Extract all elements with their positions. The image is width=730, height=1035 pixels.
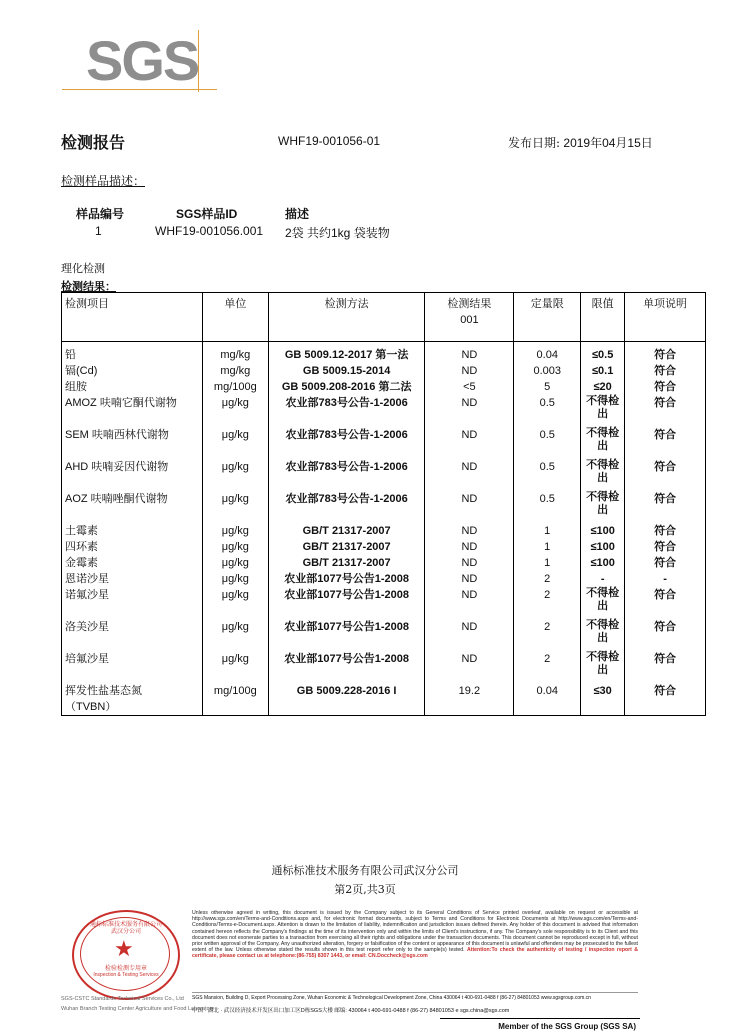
col-header-loq: 定量限 <box>514 293 581 342</box>
cell-unit: μg/kg <box>202 523 268 539</box>
cell-conclusion: 符合 <box>625 619 706 651</box>
cell-unit: mg/100g <box>202 683 268 716</box>
cell-item: AHD 呋喃妥因代谢物 <box>62 459 203 491</box>
cell-unit: μg/kg <box>202 427 268 459</box>
cell-method: GB/T 21317-2007 <box>268 555 425 571</box>
cell-result: ND <box>425 523 514 539</box>
cell-method: GB/T 21317-2007 <box>268 523 425 539</box>
cell-item: 四环素 <box>62 539 203 555</box>
sgs-logo <box>62 30 222 100</box>
sample-section-title: 检测样品描述： <box>61 174 146 188</box>
cell-limit: 不得检出 <box>581 459 625 491</box>
branch-en-2: Wuhan Branch Testing Center Agriculture and Food Laboratory <box>61 1006 215 1012</box>
cell-unit: mg/100g <box>202 379 268 395</box>
cell-conclusion: 符合 <box>625 555 706 571</box>
cell-unit: μg/kg <box>202 619 268 651</box>
footer-page: 第2页,共3页 <box>334 883 396 896</box>
cell-unit: mg/kg <box>202 342 268 364</box>
table-row <box>62 459 706 491</box>
company-stamp <box>72 910 180 1000</box>
table-row <box>62 587 706 619</box>
cell-limit: ≤30 <box>581 683 625 716</box>
cell-item: AMOZ 呋喃它酮代谢物 <box>62 395 203 427</box>
sample-no: 1 <box>95 224 102 238</box>
cell-loq: 1 <box>514 539 581 555</box>
table-row <box>62 571 706 587</box>
col-header-conclusion: 单项说明 <box>625 293 706 342</box>
table-header-row <box>62 293 706 342</box>
cell-conclusion: 符合 <box>625 342 706 364</box>
cell-conclusion: 符合 <box>625 379 706 395</box>
cell-loq: 1 <box>514 555 581 571</box>
cell-method: 农业部783号公告-1-2006 <box>268 395 425 427</box>
sample-id: WHF19-001056.001 <box>155 224 264 238</box>
cell-unit: μg/kg <box>202 539 268 555</box>
cell-loq: 2 <box>514 571 581 587</box>
cell-result: ND <box>425 363 514 379</box>
cell-result: ND <box>425 342 514 364</box>
col-header-method: 检测方法 <box>268 293 425 342</box>
table-row <box>62 555 706 571</box>
cell-loq: 0.5 <box>514 459 581 491</box>
stamp-sub: 检验检测专用章 <box>104 966 147 972</box>
report-number: WHF19-001056-01 <box>278 134 381 148</box>
member-text: Member of the SGS Group (SGS SA) <box>498 1022 636 1031</box>
cell-conclusion: 符合 <box>625 459 706 491</box>
cell-method: 农业部1077号公告1-2008 <box>268 571 425 587</box>
logo-text: SGS <box>86 29 199 92</box>
cell-limit: ≤100 <box>581 539 625 555</box>
cell-conclusion: 符合 <box>625 427 706 459</box>
cell-item: 土霉素 <box>62 523 203 539</box>
cell-unit: μg/kg <box>202 571 268 587</box>
issue-date-label: 发布日期: <box>508 136 561 150</box>
cell-unit: μg/kg <box>202 587 268 619</box>
cell-unit: μg/kg <box>202 555 268 571</box>
cell-conclusion: 符合 <box>625 683 706 716</box>
cell-result: ND <box>425 571 514 587</box>
cell-limit: - <box>581 571 625 587</box>
cell-loq: 5 <box>514 379 581 395</box>
cell-loq: 0.003 <box>514 363 581 379</box>
col-header-unit: 单位 <box>202 293 268 342</box>
cell-item: 培氟沙星 <box>62 651 203 683</box>
cell-loq: 2 <box>514 619 581 651</box>
cell-method: 农业部783号公告-1-2006 <box>268 427 425 459</box>
footer-company: 通标标准技术服务有限公司武汉分公司 <box>271 864 459 877</box>
cell-unit: mg/kg <box>202 363 268 379</box>
cell-method: GB 5009.15-2014 <box>268 363 425 379</box>
cell-loq: 2 <box>514 651 581 683</box>
table-row <box>62 683 706 716</box>
cell-result: ND <box>425 539 514 555</box>
sample-header-no: 样品编号 <box>76 207 125 221</box>
cell-limit: 不得检出 <box>581 427 625 459</box>
cell-loq: 0.04 <box>514 683 581 716</box>
cell-method: GB 5009.208-2016 第二法 <box>268 379 425 395</box>
results-table <box>61 292 706 716</box>
cell-item: SEM 呋喃西林代谢物 <box>62 427 203 459</box>
cell-limit: 不得检出 <box>581 619 625 651</box>
cell-result: ND <box>425 619 514 651</box>
cell-item: 恩诺沙星 <box>62 571 203 587</box>
cell-unit: μg/kg <box>202 491 268 523</box>
cell-loq: 0.04 <box>514 342 581 364</box>
member-line <box>440 1018 640 1019</box>
attention-text: Attention:To check the authenticity of testing / inspection report & certificate, please contact us at telephone:(86-755) 8307 1443, or email: CN.Doccheck@sgs.com <box>192 947 638 960</box>
cell-result: 19.2 <box>425 683 514 716</box>
stamp-en: Inspection & Testing Services <box>93 972 159 978</box>
cell-limit: 不得检出 <box>581 651 625 683</box>
cell-item: 挥发性盐基态氮（TVBN） <box>62 683 203 716</box>
cell-limit: ≤20 <box>581 379 625 395</box>
address-cn: 中国 · 湖北 · 武汉经济技术开发区出口加工区D栋SGS大楼 邮编: 430064 t 400-691-0488 f (86-27) 84801053 e sgs.china@sgs.com <box>192 1008 510 1014</box>
cell-item: 洛美沙星 <box>62 619 203 651</box>
cell-method: 农业部783号公告-1-2006 <box>268 459 425 491</box>
cell-result: ND <box>425 555 514 571</box>
table-row <box>62 523 706 539</box>
cell-item: 铅 <box>62 342 203 364</box>
footer-divider <box>192 992 638 993</box>
table-row <box>62 395 706 427</box>
cell-item: 诺氟沙星 <box>62 587 203 619</box>
cell-result: <5 <box>425 379 514 395</box>
table-row <box>62 539 706 555</box>
results-title: 检测结果： <box>61 281 116 293</box>
cell-limit: ≤100 <box>581 523 625 539</box>
col-header-result-id: 001 <box>460 314 479 326</box>
cell-limit: 不得检出 <box>581 587 625 619</box>
star-icon: ★ <box>114 936 134 961</box>
table-row <box>62 491 706 523</box>
table-row <box>62 651 706 683</box>
table-row <box>62 363 706 379</box>
cell-loq: 0.5 <box>514 427 581 459</box>
cell-item: 组胺 <box>62 379 203 395</box>
cell-conclusion: 符合 <box>625 491 706 523</box>
cell-method: GB 5009.228-2016 I <box>268 683 425 716</box>
sample-header-desc: 描述 <box>285 207 310 221</box>
branch-en-1: SGS-CSTC Standards Technical Services Co., Ltd <box>61 996 184 1002</box>
cell-loq: 2 <box>514 587 581 619</box>
cell-limit: 不得检出 <box>581 491 625 523</box>
sample-header-id: SGS样品ID <box>176 207 238 221</box>
cell-unit: μg/kg <box>202 651 268 683</box>
cell-method: 农业部1077号公告1-2008 <box>268 587 425 619</box>
stamp-text: 通标标准技术服务有限公司武汉分公司 <box>89 922 162 935</box>
cell-conclusion: 符合 <box>625 395 706 427</box>
cell-limit: ≤0.1 <box>581 363 625 379</box>
cell-method: 农业部1077号公告1-2008 <box>268 651 425 683</box>
physchem-title: 理化检测 <box>61 262 105 275</box>
cell-conclusion: 符合 <box>625 587 706 619</box>
sample-desc: 2袋 共约1kg 袋装物 <box>285 226 390 240</box>
cell-limit: 不得检出 <box>581 395 625 427</box>
issue-date-value: 2019年04月15日 <box>563 136 653 150</box>
table-row <box>62 379 706 395</box>
table-row <box>62 619 706 651</box>
cell-unit: μg/kg <box>202 459 268 491</box>
cell-result: ND <box>425 459 514 491</box>
col-header-item: 检测项目 <box>62 293 203 342</box>
disclaimer-text <box>192 910 638 960</box>
report-title: 检测报告 <box>61 133 126 152</box>
cell-conclusion: 符合 <box>625 651 706 683</box>
cell-method: 农业部783号公告-1-2006 <box>268 491 425 523</box>
table-row <box>62 427 706 459</box>
table-row <box>62 342 706 364</box>
cell-conclusion: 符合 <box>625 363 706 379</box>
cell-loq: 1 <box>514 523 581 539</box>
col-header-result-label: 检测结果 <box>447 298 492 310</box>
cell-result: ND <box>425 395 514 427</box>
cell-loq: 0.5 <box>514 491 581 523</box>
cell-conclusion: - <box>625 571 706 587</box>
issue-date <box>508 134 653 151</box>
cell-limit: ≤0.5 <box>581 342 625 364</box>
cell-method: 农业部1077号公告1-2008 <box>268 619 425 651</box>
cell-result: ND <box>425 651 514 683</box>
cell-method: GB 5009.12-2017 第一法 <box>268 342 425 364</box>
cell-limit: ≤100 <box>581 555 625 571</box>
cell-loq: 0.5 <box>514 395 581 427</box>
address-en: SGS Mansion, Building D, Export Processing Zone, Wuhan Economic & Technological Development Zone, China 430064 t 400-691-0488 f (86-27) 84801053 www.sgsgroup.com.cn <box>192 995 591 1001</box>
cell-item: 金霉素 <box>62 555 203 571</box>
col-header-result <box>425 293 514 342</box>
cell-result: ND <box>425 491 514 523</box>
cell-conclusion: 符合 <box>625 523 706 539</box>
cell-method: GB/T 21317-2007 <box>268 539 425 555</box>
cell-unit: μg/kg <box>202 395 268 427</box>
cell-item: AOZ 呋喃唑酮代谢物 <box>62 491 203 523</box>
cell-item: 镉(Cd) <box>62 363 203 379</box>
cell-result: ND <box>425 427 514 459</box>
cell-result: ND <box>425 587 514 619</box>
col-header-limit: 限值 <box>581 293 625 342</box>
cell-conclusion: 符合 <box>625 539 706 555</box>
disclaimer-body: Unless otherwise agreed in writing, this document is issued by the Company subject to its General Conditions of Service printed overleaf, available on request or accessible at http://www.sgs.com/en/Terms-and-Conditions.aspx and, for electronic format documents, subject to Terms and Conditions for Electronic Documents at http://www.sgs.com/en/Terms-and-Conditions/Terms-e-Document.aspx. Attention is drawn to the limitation of liability, indemnification and jurisdiction issues defined therein. Any holder of this document is advised that information contained hereon reflects the Company's findings at the time of its intervention only and within the limits of Client's instructions, if any. The Company's sole responsibility is to its Client and this document does not exonerate parties to a transaction from exercising all their rights and obligations under the transaction documents. This document cannot be reproduced except in full, without prior written approval of the Company. Any unauthorized alteration, forgery or falsification of the content or appearance of this document is unlawful and offenders may be prosecuted to the fullest extent of the law. Unless otherwise stated the results shown in this test report refer only to the sample(s) tested. <box>192 910 638 954</box>
